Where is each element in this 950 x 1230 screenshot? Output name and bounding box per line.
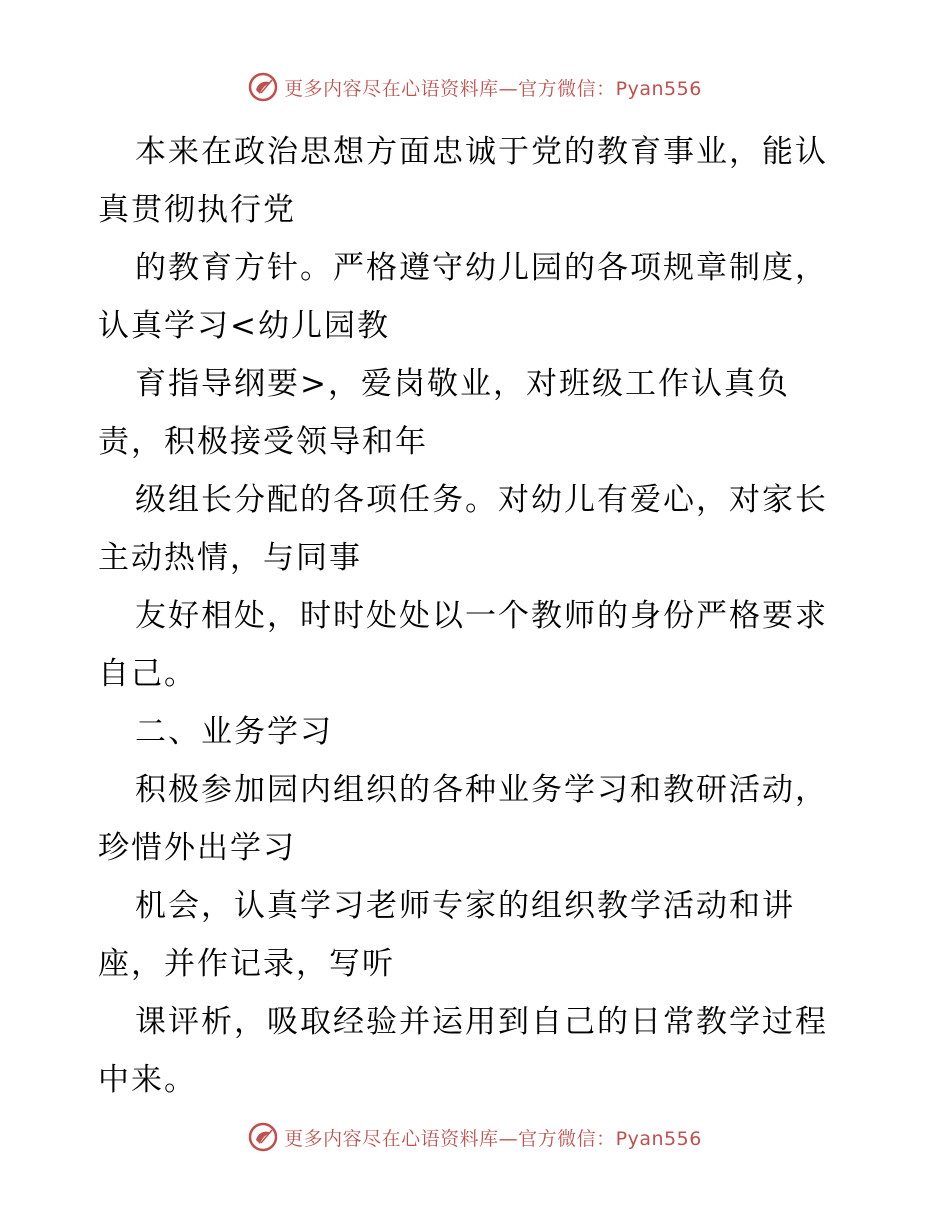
body-text-line: 课评析，吸取经验并运用到自己的日常教学过程 <box>135 1004 828 1040</box>
body-text-line: 座，并作记录，写听 <box>98 946 395 982</box>
header-banner-title: 更多内容尽在心语资料库 <box>284 77 499 100</box>
logo-icon <box>248 1122 278 1152</box>
document-body <box>98 123 858 1109</box>
body-text-line: 认真学习<幼儿园教 <box>98 308 390 344</box>
header-banner <box>0 72 950 102</box>
body-text-line: 友好相处，时时处处以一个教师的身份严格要求 <box>135 598 828 634</box>
body-text-line: 自己。 <box>98 656 197 692</box>
body-text-line: 主动热情，与同事 <box>98 540 362 576</box>
body-text-line: 育指导纲要>，爱岗敬业，对班级工作认真负 <box>135 366 790 402</box>
header-banner-wechat: 官方微信：Pyan556 <box>518 77 702 100</box>
footer-banner-wechat: 官方微信：Pyan556 <box>518 1127 702 1150</box>
body-text-line: 责，积极接受领导和年 <box>98 424 428 460</box>
body-text-line: 的教育方针。严格遵守幼儿园的各项规章制度， <box>135 250 828 286</box>
body-text-line: 二、业务学习 <box>135 714 333 750</box>
body-text-line: 中来。 <box>98 1062 197 1098</box>
logo-icon <box>248 72 278 102</box>
body-text-line: 级组长分配的各项任务。对幼儿有爱心，对家长 <box>135 482 828 518</box>
body-text-line: 机会，认真学习老师专家的组织教学活动和讲 <box>135 888 795 924</box>
body-text-line: 真贯彻执行党 <box>98 192 296 228</box>
body-text-line: 本来在政治思想方面忠诚于党的教育事业，能认 <box>135 134 828 170</box>
footer-banner-text <box>284 1124 702 1151</box>
header-banner-separator: — <box>498 77 519 100</box>
footer-banner <box>0 1122 950 1152</box>
footer-banner-title: 更多内容尽在心语资料库 <box>284 1127 499 1150</box>
body-text-line: 积极参加园内组织的各种业务学习和教研活动， <box>135 772 828 808</box>
footer-banner-separator: — <box>498 1127 519 1150</box>
header-banner-text <box>284 74 702 101</box>
body-text-line: 珍惜外出学习 <box>98 830 296 866</box>
